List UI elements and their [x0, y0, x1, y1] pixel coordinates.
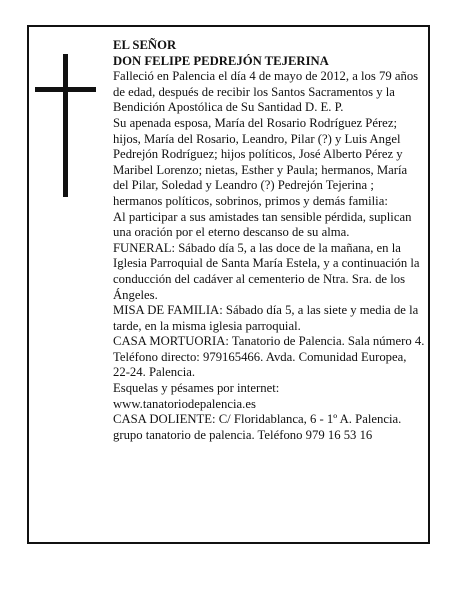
obituary-text [113, 38, 425, 443]
footer-contact: grupo tanatorio de palencia. Teléfono 979 16 53 16 [113, 427, 373, 442]
deceased-name: DON FELIPE PEDREJÓN TEJERINA [113, 53, 329, 68]
family-home-address: CASA DOLIENTE: C/ Floridablanca, 6 - 1º A. Palencia. [113, 412, 402, 427]
internet-condolences: Esquelas y pésames por internet: www.tanatoriodepalencia.es [113, 381, 280, 411]
funeral-info: FUNERAL: Sábado día 5, a las doce de la mañana, en la Iglesia Parroquial de Santa María Estela, y a continuación la conducción del cadáver al cementerio de Ntra. Sra. de los Ángeles. [113, 240, 420, 302]
family-notice: Su apenada esposa, María del Rosario Rodríguez Pérez; hijos, María del Rosario, Leandro, Pilar (?) y Luis Angel Pedrejón Rodríguez; hijos políticos, José Alberto Pérez y Maribel Lorenzo; nietas, Esther y Paula; hermanos, María del Pilar, Soledad y Leandro (?) Pedrejón Tejerina ; hermanos políticos, sobrinos, primos y demás familia: [113, 115, 408, 208]
prayer-request: Al participar a sus amistades tan sensible pérdida, suplican una oración por el eterno descanso de su alma. [113, 209, 412, 240]
cross-icon [63, 54, 68, 197]
family-mass-info: MISA DE FAMILIA: Sábado día 5, a las siete y media de la tarde, en la misma iglesia parroquial. [113, 303, 419, 333]
heading-title: EL SEÑOR [113, 38, 177, 52]
funeral-home-info: CASA MORTUORIA: Tanatorio de Palencia. Sala número 4. Teléfono directo: 979165466. Avda. Comunidad Europea, 22-24. Palencia. [113, 334, 425, 380]
death-notice: Falleció en Palencia el día 4 de mayo de 2012, a los 79 años de edad, después de recibir los Santos Sacramentos y la Bendición Apostólica de Su Santidad D. E. P. [113, 69, 419, 115]
cross-icon-crossbar [35, 87, 96, 92]
